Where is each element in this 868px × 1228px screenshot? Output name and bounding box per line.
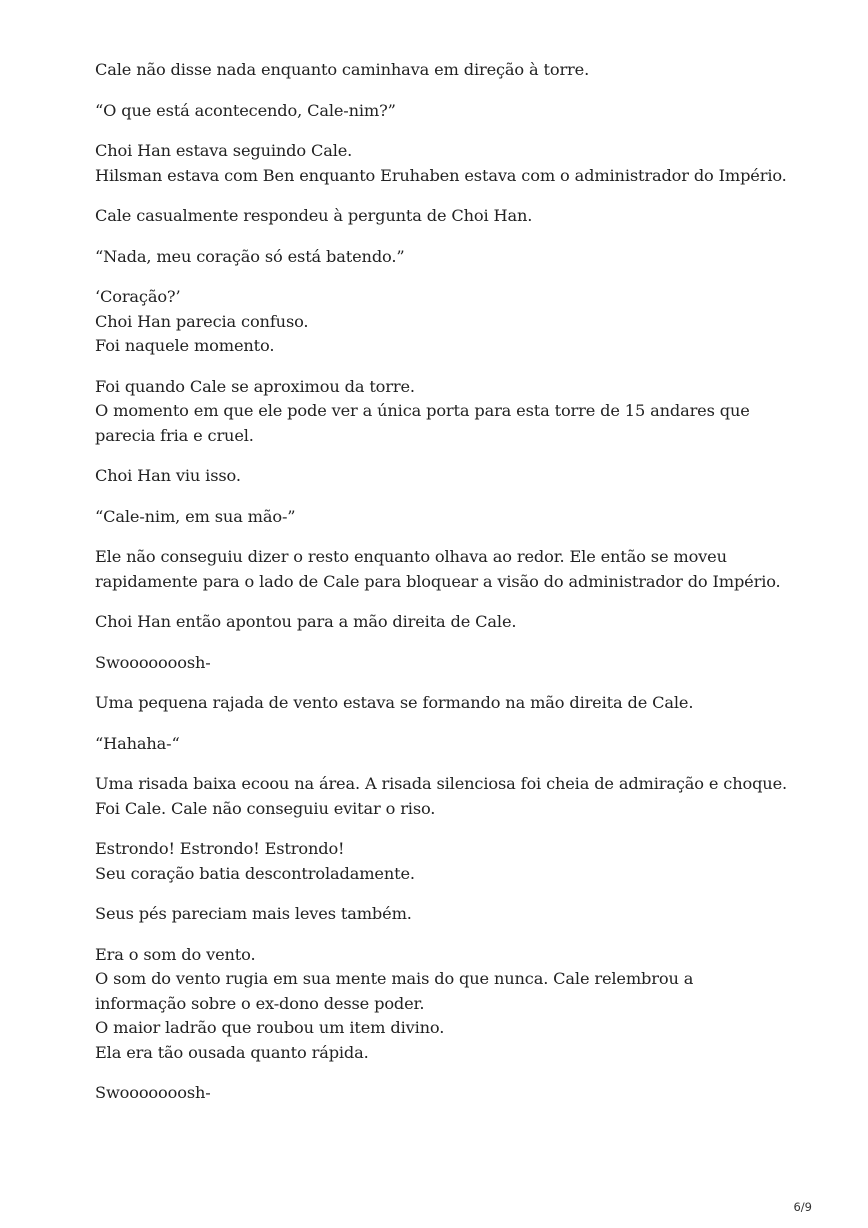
text-line: “O que está acontecendo, Cale-nim?” (95, 100, 396, 120)
text-line: O som do vento rugia em sua mente mais do que nunca. Cale relembrou a informação sobre o ex-dono desse poder. (95, 969, 694, 1013)
paragraph (95, 772, 788, 821)
text-line: Choi Han estava seguindo Cale. (95, 141, 353, 160)
text-line: Cale casualmente respondeu à pergunta de Choi Han. (95, 206, 533, 225)
text-line: Foi quando Cale se aproximou da torre. (95, 376, 415, 396)
text-line: Cale não disse nada enquanto caminhava em direção à torre. (95, 60, 590, 79)
text-line: ‘Coração?’ (95, 287, 181, 306)
paragraph (95, 691, 785, 716)
paragraph (95, 837, 785, 886)
text-line: Swooooooosh- (95, 1083, 211, 1102)
text-line: Era o som do vento. (95, 944, 256, 964)
text-line: Choi Han viu isso. (95, 466, 241, 485)
paragraph (95, 545, 785, 594)
text-line: Uma pequena rajada de vento estava se formando na mão direita de Cale. (95, 693, 694, 712)
paragraph (95, 99, 785, 124)
paragraph (95, 58, 785, 83)
text-line: “Cale-nim, em sua mão-” (95, 506, 296, 526)
paragraph (95, 1081, 785, 1106)
text-line: Ele não conseguiu dizer o resto enquanto olhava ao redor. Ele então se moveu rapidamente para o lado de Cale para bloquear a visão do administrador do Império. (95, 547, 781, 591)
text-line: “Hahaha-“ (95, 733, 180, 753)
paragraph (95, 902, 785, 927)
text-line: Seus pés pareciam mais leves também. (95, 904, 412, 923)
text-line: Ela era tão ousada quanto rápida. (95, 1042, 369, 1062)
text-line: “Nada, meu coração só está batendo.” (95, 246, 405, 266)
text-line: Swooooooosh- (95, 652, 211, 672)
text-line: Foi Cale. Cale não conseguiu evitar o riso. (95, 798, 436, 818)
text-line: Foi naquele momento. (95, 336, 275, 355)
paragraph (95, 375, 785, 449)
paragraph (95, 285, 785, 359)
text-line: Hilsman estava com Ben enquanto Eruhaben estava com o administrador do Império. (95, 165, 787, 185)
text-line: Choi Han parecia confuso. (95, 311, 309, 331)
text-line: O momento em que ele pode ver a única porta para esta torre de 15 andares que parecia fria e cruel. (95, 401, 750, 445)
paragraph (95, 732, 785, 757)
paragraph (95, 651, 785, 676)
paragraph (95, 139, 785, 188)
paragraph (95, 204, 785, 229)
text-line: O maior ladrão que roubou um item divino. (95, 1018, 445, 1037)
document-page (95, 58, 788, 1122)
text-line: Uma risada baixa ecoou na área. A risada silenciosa foi cheia de admiração e choque. (95, 774, 788, 793)
paragraph (95, 610, 785, 635)
text-line: Seu coração batia descontroladamente. (95, 863, 415, 883)
paragraph (95, 505, 785, 530)
page-number: 6/9 (793, 1200, 812, 1214)
paragraph (95, 943, 785, 1066)
text-line: Choi Han então apontou para a mão direita de Cale. (95, 612, 517, 631)
paragraph (95, 464, 785, 489)
paragraph (95, 245, 785, 270)
text-line: Estrondo! Estrondo! Estrondo! (95, 839, 345, 858)
